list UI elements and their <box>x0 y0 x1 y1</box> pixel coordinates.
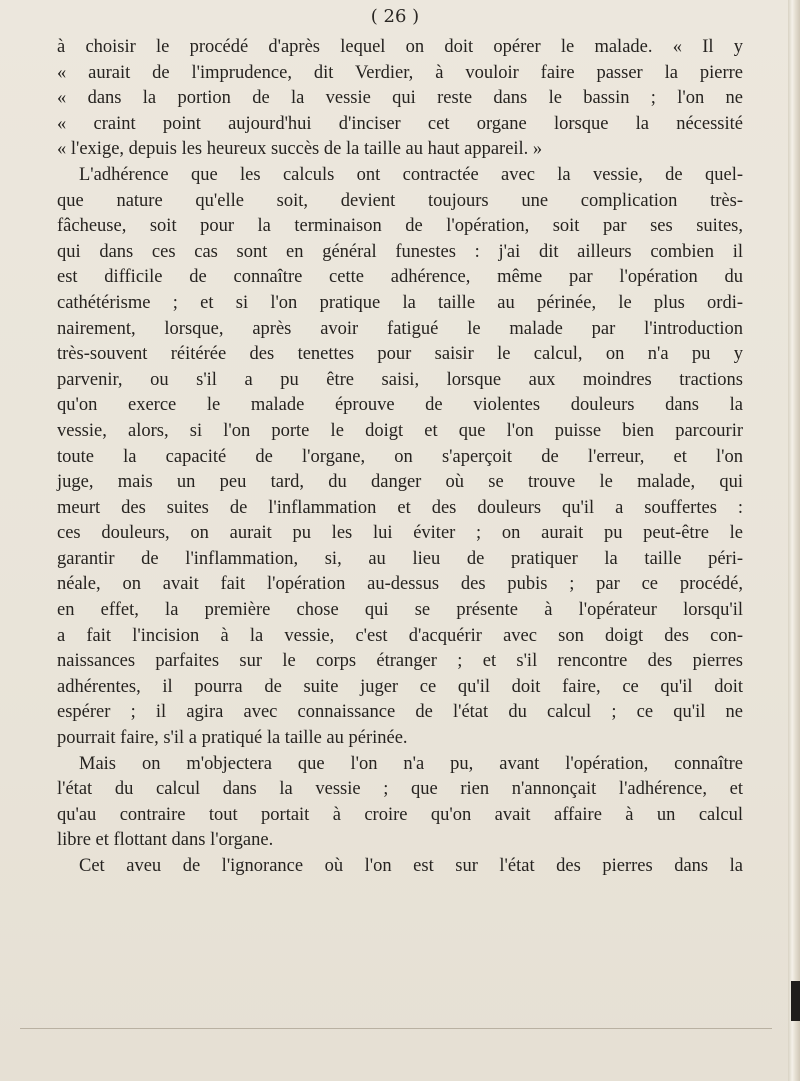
text-line: néale, on avait fait l'opération au-dessus des pubis ; par ce procédé, <box>57 574 743 595</box>
text-line: adhérentes, il pourra de suite juger ce qu'il doit faire, ce qu'il doit <box>57 676 743 697</box>
text-line: fâcheuse, soit pour la terminaison de l'opération, soit par ses suites, <box>57 216 743 237</box>
text-line: libre et flottant dans l'organe. <box>57 830 274 851</box>
text-line: juge, mais un peu tard, du danger où se trouve le malade, qui <box>57 472 743 493</box>
text-line: très-souvent réitérée des tenettes pour saisir le calcul, on n'a pu y <box>57 344 743 365</box>
text-line: qu'on exerce le malade éprouve de violentes douleurs dans la <box>57 395 743 416</box>
text-line: qu'au contraire tout portait à croire qu'on avait affaire à un calcul <box>57 804 743 825</box>
text-line: meurt des suites de l'inflammation et des douleurs qu'il a souffertes : <box>57 497 743 518</box>
text-line: « dans la portion de la vessie qui reste dans le bassin ; l'on ne <box>57 88 743 109</box>
text-line: nairement, lorsque, après avoir fatigué le malade par l'introduction <box>57 318 743 339</box>
text-line: en effet, la première chose qui se présente à l'opérateur lorsqu'il <box>57 600 743 621</box>
page-number: ( 26 ) <box>370 6 420 27</box>
text-line: Mais on m'objectera que l'on n'a pu, avant l'opération, connaître <box>79 753 743 774</box>
text-line: est difficile de connaître cette adhérence, même par l'opération du <box>57 267 743 288</box>
text-line: garantir de l'inflammation, si, au lieu de pratiquer la taille péri- <box>57 548 743 569</box>
text-line: à choisir le procédé d'après lequel on doit opérer le malade. « Il y <box>57 37 743 57</box>
book-edge <box>788 0 800 1081</box>
body-text <box>57 35 743 880</box>
text-line: espérer ; il agira avec connaissance de l'état du calcul ; ce qu'il ne <box>57 702 743 723</box>
text-line: vessie, alors, si l'on porte le doigt et que l'on puisse bien parcourir <box>57 420 743 441</box>
text-line: naissances parfaites sur le corps étranger ; et s'il rencontre des pierres <box>57 651 743 672</box>
text-line: toute la capacité de l'organe, on s'aperçoit de l'erreur, et l'on <box>57 446 743 467</box>
text-line: parvenir, ou s'il a pu être saisi, lorsque aux moindres tractions <box>57 369 743 390</box>
text-line: l'état du calcul dans la vessie ; que rien n'annonçait l'adhérence, et <box>57 779 743 800</box>
text-line: « l'exige, depuis les heureux succès de la taille au haut appareil. » <box>57 139 543 160</box>
text-line: pourrait faire, s'il a pratiqué la taille au périnée. <box>57 728 408 749</box>
page-bottom-rule <box>20 1028 772 1029</box>
text-line: L'adhérence que les calculs ont contractée avec la vessie, de quel- <box>79 164 743 185</box>
text-line: « aurait de l'imprudence, dit Verdier, à vouloir faire passer la pierre <box>57 62 743 83</box>
text-line: a fait l'incision à la vessie, c'est d'acquérir avec son doigt des con- <box>57 625 743 646</box>
text-line: ces douleurs, on aurait pu les lui éviter ; on aurait pu peut-être le <box>57 523 743 544</box>
text-line: cathétérisme ; et si l'on pratique la taille au périnée, le plus ordi- <box>57 292 743 313</box>
text-line: « craint point aujourd'hui d'inciser cet organe lorsque la nécessité <box>57 113 743 134</box>
text-line: que nature qu'elle soit, devient toujours une complication très- <box>57 190 743 211</box>
text-line: Cet aveu de l'ignorance où l'on est sur l'état des pierres dans la <box>79 856 743 876</box>
text-line: qui dans ces cas sont en général funestes : j'ai dit ailleurs combien il <box>57 241 743 262</box>
